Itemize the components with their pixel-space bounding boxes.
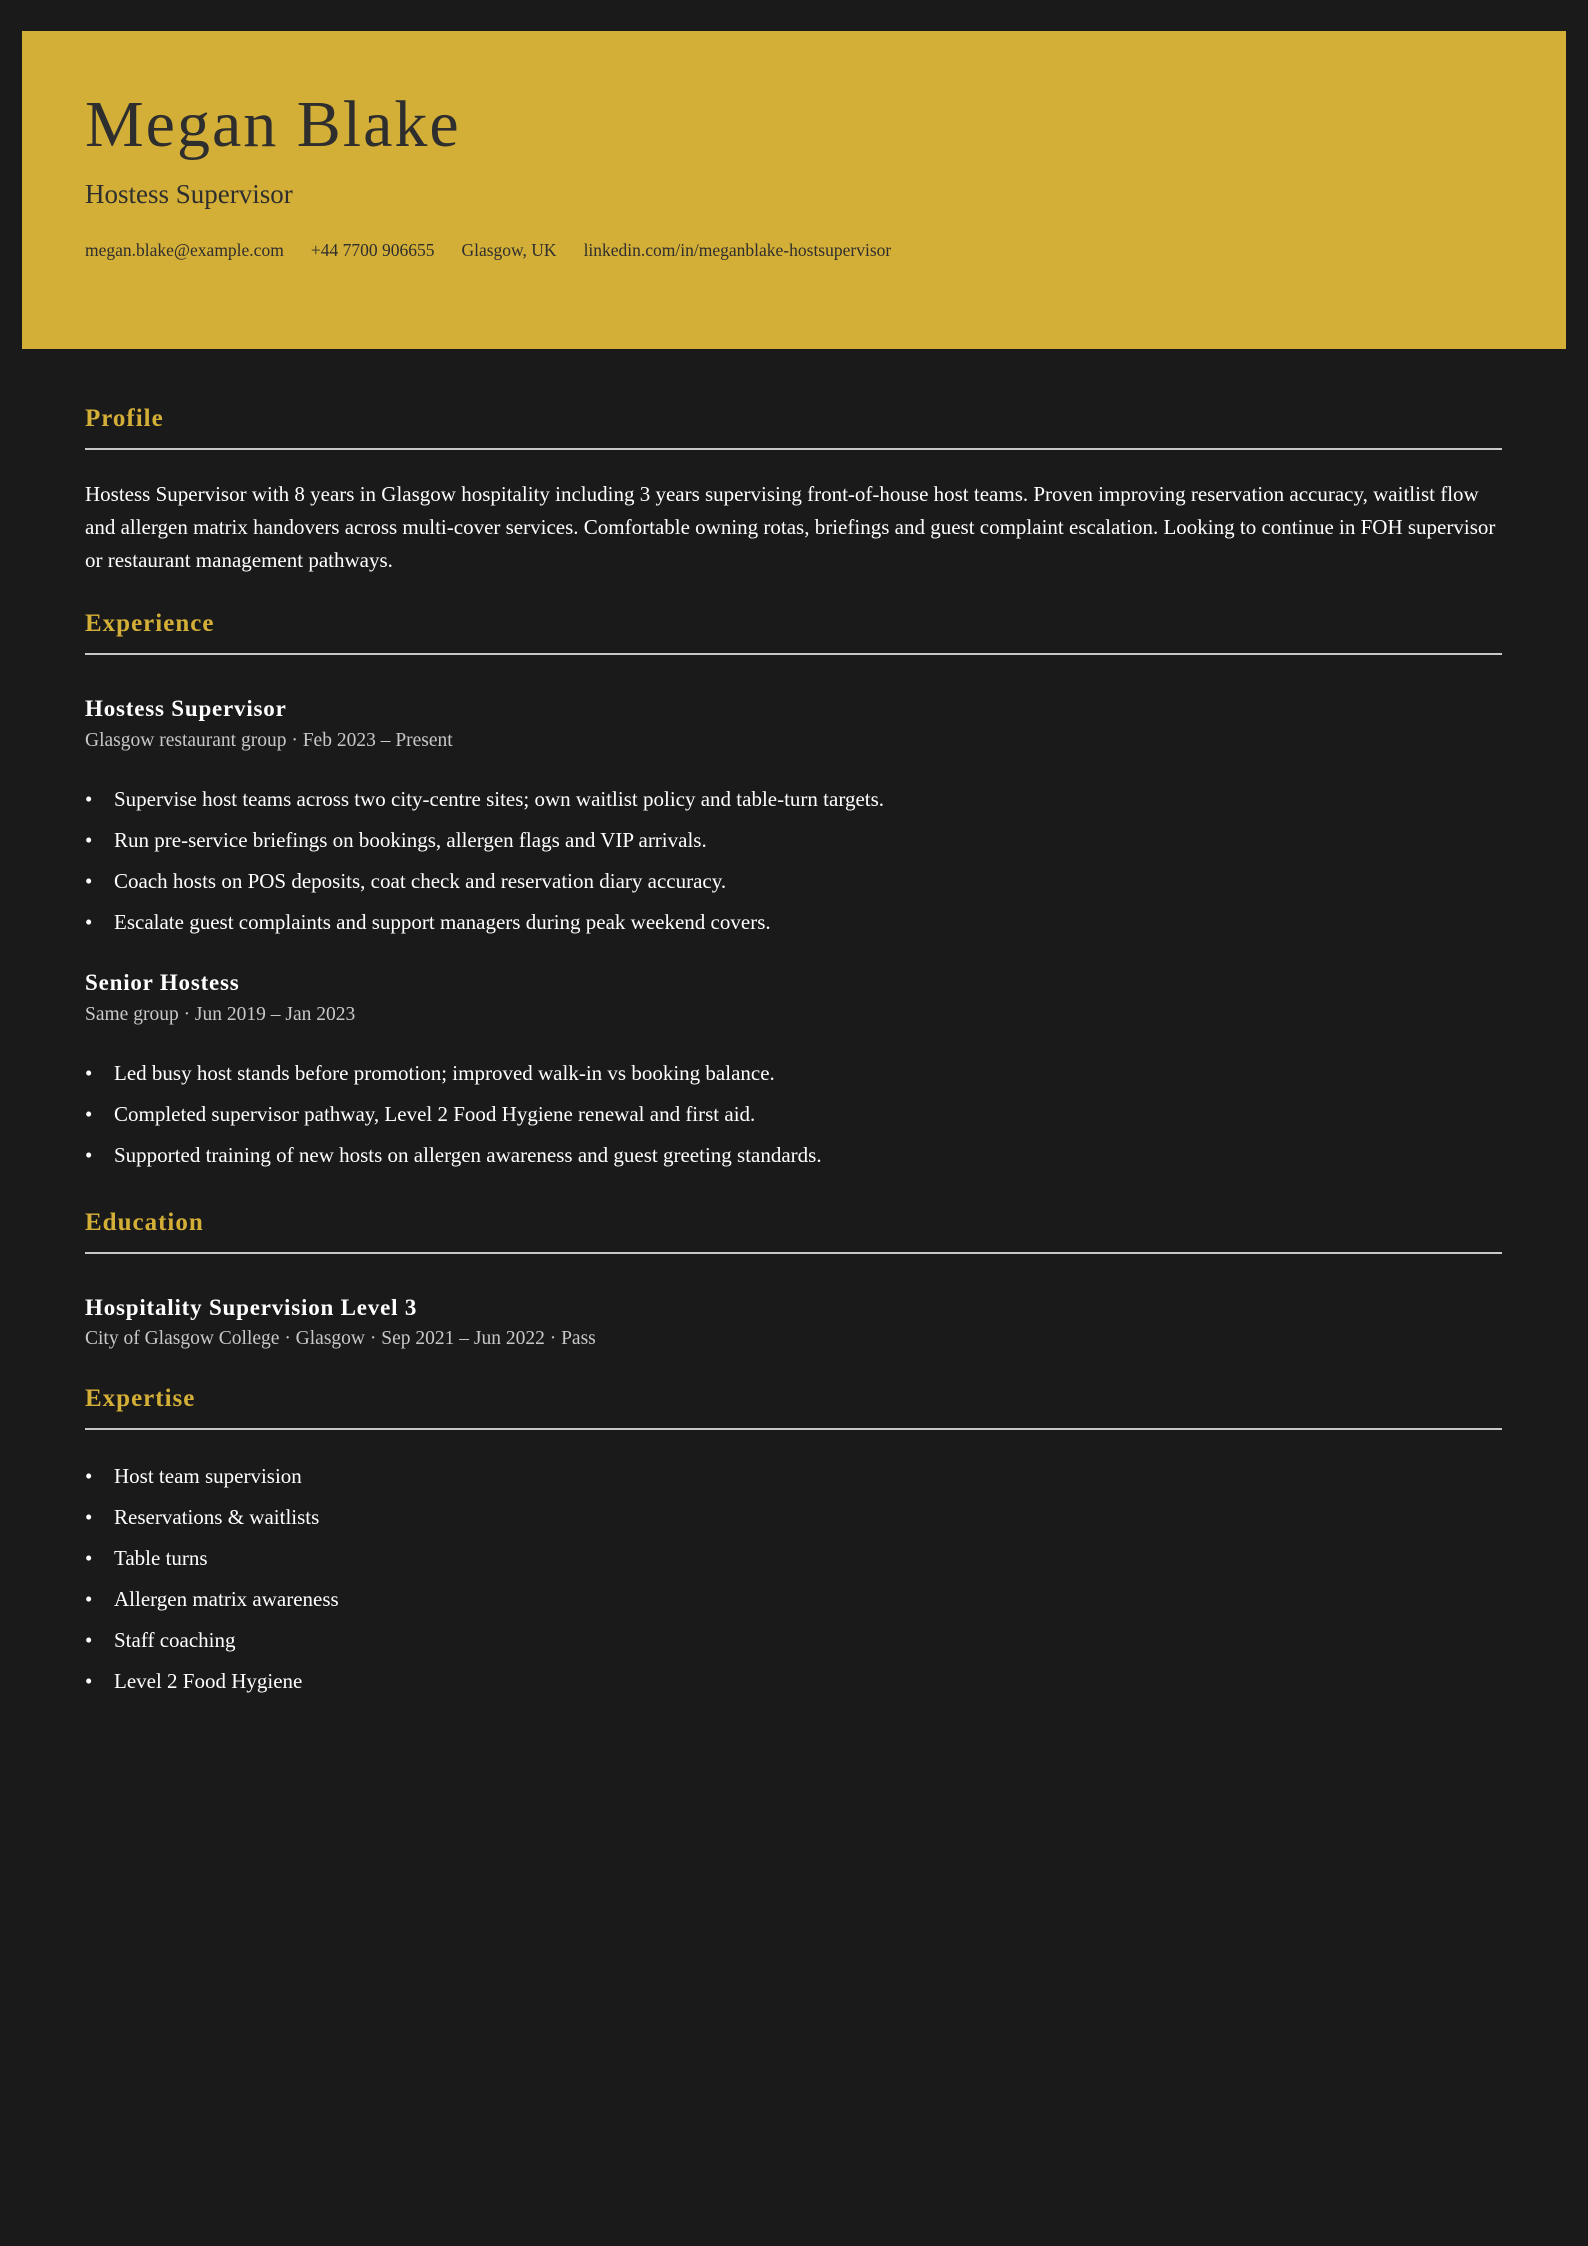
expertise-list — [85, 1456, 1502, 1702]
list-item: • Coach hosts on POS deposits, coat check and reservation diary accuracy. — [85, 861, 1502, 902]
contact-location: Glasgow, UK — [461, 240, 557, 261]
list-item: • Host team supervision — [85, 1456, 1502, 1497]
education-section — [85, 1208, 1502, 1352]
list-item: • Escalate guest complaints and support managers during peak weekend covers. — [85, 902, 1502, 943]
job-entry — [85, 695, 1502, 943]
list-item: • Reservations & waitlists — [85, 1497, 1502, 1538]
job-title: Hostess Supervisor — [85, 696, 287, 721]
job-bullets — [85, 1053, 1502, 1176]
list-item: • Table turns — [85, 1538, 1502, 1579]
experience-section — [85, 609, 1502, 1176]
candidate-title: Hostess Supervisor — [85, 178, 293, 209]
section-heading-profile: Profile — [85, 404, 1502, 450]
job-entry — [85, 969, 1502, 1176]
list-item: • Led busy host stands before promotion; improved walk-in vs booking balance. — [85, 1053, 1502, 1094]
section-heading-experience: Experience — [85, 609, 1502, 655]
education-title: Hospitality Supervision Level 3 — [85, 1294, 418, 1320]
list-item: • Completed supervisor pathway, Level 2 Food Hygiene renewal and first aid. — [85, 1094, 1502, 1135]
job-meta: Glasgow restaurant group · Feb 2023 – Present — [85, 729, 453, 751]
job-bullets — [85, 779, 1502, 943]
resume-body — [85, 404, 1502, 1702]
list-item: • Staff coaching — [85, 1620, 1502, 1661]
contact-row — [85, 240, 1566, 261]
list-item: • Supervise host teams across two city-centre sites; own waitlist policy and table-turn targets. — [85, 779, 1502, 820]
contact-phone[interactable]: +44 7700 906655 — [310, 240, 435, 261]
list-item: • Run pre-service briefings on bookings, allergen flags and VIP arrivals. — [85, 820, 1502, 861]
education-entry — [85, 1294, 1502, 1352]
list-item: • Allergen matrix awareness — [85, 1579, 1502, 1620]
job-meta: Same group · Jun 2019 – Jan 2023 — [85, 1003, 356, 1025]
job-title: Senior Hostess — [85, 969, 240, 995]
contact-linkedin[interactable]: linkedin.com/in/meganblake-hostsupervisor — [583, 240, 892, 261]
section-heading-education: Education — [85, 1208, 1502, 1254]
contact-email[interactable]: megan.blake@example.com — [85, 240, 284, 261]
resume-header — [22, 31, 1566, 349]
education-meta: City of Glasgow College · Glasgow · Sep 2021 – Jun 2022 · Pass — [85, 1328, 596, 1350]
profile-section — [85, 404, 1502, 577]
section-heading-expertise: Expertise — [85, 1384, 1502, 1430]
candidate-name: Megan Blake — [85, 88, 461, 161]
list-item: • Supported training of new hosts on allergen awareness and guest greeting standards. — [85, 1135, 1502, 1176]
profile-summary: Hostess Supervisor with 8 years in Glasgow hospitality including 3 years supervising front-of-house host teams. Proven improving reservation accuracy, waitlist flow and allergen matrix handovers across multi-cover services. Comfortable owning rotas, briefings and guest complaint escalation. Looking to continue in FOH supervisor or restaurant management pathways. — [85, 482, 1496, 572]
expertise-section — [85, 1384, 1502, 1702]
list-item: • Level 2 Food Hygiene — [85, 1661, 1502, 1702]
